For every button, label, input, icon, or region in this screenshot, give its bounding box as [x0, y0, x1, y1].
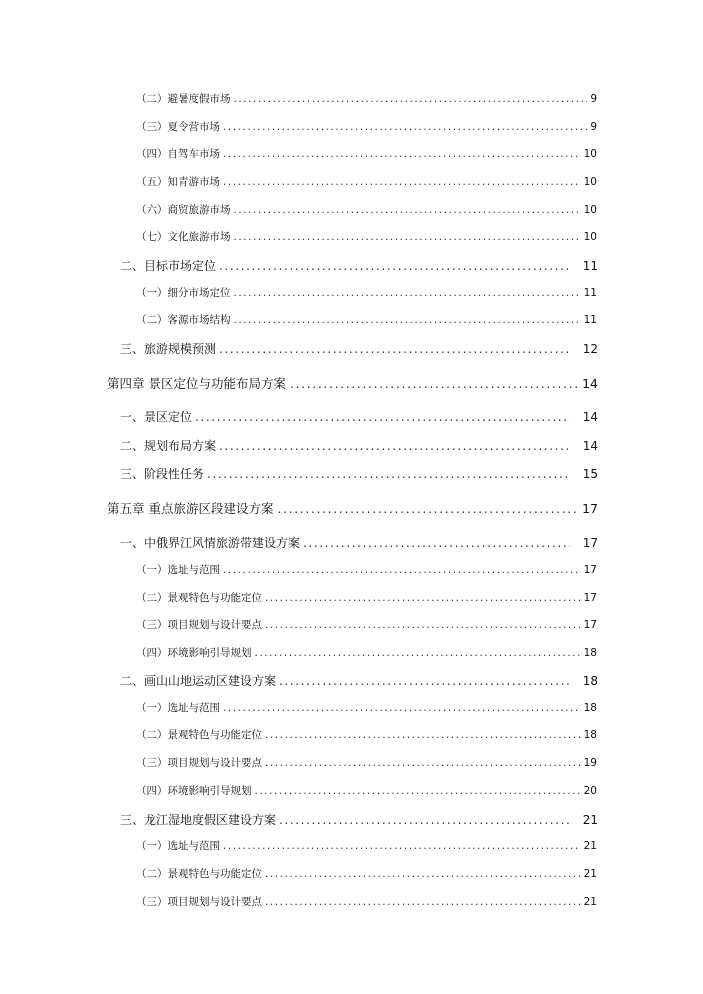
toc-entry[interactable]: [136, 755, 597, 770]
dot-leader: [265, 757, 581, 769]
dot-leader: [303, 536, 570, 550]
dot-leader: [234, 93, 588, 105]
dot-leader: [234, 287, 581, 299]
toc-entry-label: （四）自驾车市场: [136, 148, 220, 160]
toc-entry-page: 17: [582, 536, 598, 550]
dot-leader: [207, 467, 570, 481]
toc-chapter-entry[interactable]: [107, 499, 598, 517]
dot-leader: [219, 439, 570, 453]
toc-entry[interactable]: [136, 700, 597, 715]
toc-entry-label: 二、目标市场定位: [120, 259, 217, 273]
toc-entry-page: 11: [583, 287, 597, 299]
toc-entry-label: （六）商贸旅游市场: [136, 204, 231, 216]
toc-entry-label: 第四章 景区定位与功能布局方案: [107, 376, 286, 391]
dot-leader: [219, 259, 570, 273]
toc-entry[interactable]: [136, 727, 597, 742]
dot-leader: [265, 868, 581, 880]
toc-entry[interactable]: [120, 408, 598, 425]
dot-leader: [223, 702, 581, 714]
dot-leader: [223, 148, 581, 160]
dot-leader: [265, 619, 581, 631]
toc-entry-page: 14: [582, 439, 598, 453]
toc-entry-label: 三、阶段性任务: [120, 467, 205, 481]
toc-entry-label: 二、规划布局方案: [120, 439, 217, 453]
toc-entry[interactable]: [136, 562, 597, 577]
toc-entry-label: （二）客源市场结构: [136, 314, 231, 326]
toc-entry-page: 20: [583, 785, 597, 797]
toc-entry-label: 三、旅游规模预测: [120, 342, 217, 356]
dot-leader: [265, 729, 581, 741]
dot-leader: [223, 564, 581, 576]
toc-entry-label: （五）知青游市场: [136, 176, 220, 188]
toc-entry-label: （三）项目规划与设计要点: [136, 896, 262, 908]
toc-entry-page: 17: [582, 501, 598, 516]
dot-leader: [265, 896, 581, 908]
toc-entry[interactable]: [136, 894, 597, 909]
toc-entry-page: 17: [583, 619, 597, 631]
toc-entry-page: 17: [583, 592, 597, 604]
toc-entry[interactable]: [120, 257, 598, 274]
toc-entry[interactable]: [136, 91, 597, 106]
toc-entry-page: 11: [583, 314, 597, 326]
toc-entry[interactable]: [120, 672, 598, 689]
dot-leader: [234, 314, 581, 326]
toc-entry-label: 一、中俄界江风情旅游带建设方案: [120, 536, 301, 550]
toc-entry[interactable]: [136, 617, 597, 632]
dot-leader: [255, 785, 581, 797]
toc-entry-page: 18: [583, 729, 597, 741]
toc-entry-page: 14: [582, 376, 598, 391]
toc-entry[interactable]: [136, 312, 597, 327]
dot-leader: [195, 410, 570, 424]
toc-entry-label: 第五章 重点旅游区段建设方案: [107, 501, 274, 516]
dot-leader: [223, 121, 587, 133]
toc-entry-page: 10: [583, 204, 597, 216]
toc-entry[interactable]: [136, 590, 597, 605]
toc-entry-label: （四）环境影响引导规划: [136, 647, 252, 659]
toc-entry-page: 18: [582, 674, 598, 688]
dot-leader: [265, 592, 581, 604]
dot-leader: [223, 176, 581, 188]
toc-chapter-entry[interactable]: [107, 374, 598, 392]
dot-leader: [223, 840, 581, 852]
toc-entry[interactable]: [136, 202, 597, 217]
toc-entry-label: （四）环境影响引导规划: [136, 785, 252, 797]
toc-entry-label: （二）景观特色与功能定位: [136, 868, 262, 880]
toc-entry-label: （三）项目规划与设计要点: [136, 757, 262, 769]
dot-leader: [279, 674, 570, 688]
dot-leader: [255, 647, 581, 659]
toc-entry-page: 17: [583, 564, 597, 576]
toc-entry-label: 二、画山山地运动区建设方案: [120, 674, 277, 688]
dot-leader: [277, 501, 579, 516]
toc-entry-page: 21: [583, 896, 597, 908]
toc-entry-page: 18: [583, 702, 597, 714]
dot-leader: [234, 204, 581, 216]
toc-entry[interactable]: [120, 340, 598, 357]
toc-entry-page: 10: [583, 231, 597, 243]
toc-entry-page: 21: [583, 868, 597, 880]
toc-entry-label: （一）细分市场定位: [136, 287, 231, 299]
toc-entry[interactable]: [136, 645, 597, 660]
toc-entry-label: （三）项目规划与设计要点: [136, 619, 262, 631]
toc-entry-page: 14: [582, 410, 598, 424]
toc-entry-page: 18: [583, 647, 597, 659]
toc-entry-label: （一）选址与范围: [136, 702, 220, 714]
toc-entry-label: （二）避暑度假市场: [136, 93, 231, 105]
dot-leader: [279, 813, 570, 827]
toc-entry[interactable]: [136, 285, 597, 300]
toc-entry-page: 21: [583, 840, 597, 852]
toc-entry[interactable]: [136, 119, 597, 134]
toc-entry-label: （二）景观特色与功能定位: [136, 592, 262, 604]
toc-entry-label: （二）景观特色与功能定位: [136, 729, 262, 741]
toc-entry-page: 10: [583, 148, 597, 160]
toc-entry[interactable]: [120, 534, 598, 551]
toc-entry-page: 11: [582, 259, 598, 273]
dot-leader: [234, 231, 581, 243]
dot-leader: [290, 376, 579, 391]
toc-entry-label: （一）选址与范围: [136, 564, 220, 576]
toc-entry-page: 21: [582, 813, 598, 827]
toc-entry-page: 9: [590, 93, 597, 105]
toc-entry-page: 10: [583, 176, 597, 188]
toc-entry[interactable]: [136, 838, 597, 853]
toc-entry-page: 15: [582, 467, 598, 481]
toc-entry-label: 三、龙江湿地度假区建设方案: [120, 813, 277, 827]
toc-entry-label: 一、景区定位: [120, 410, 193, 424]
toc-entry-label: （七）文化旅游市场: [136, 231, 231, 243]
toc-entry-page: 12: [582, 342, 598, 356]
toc-entry[interactable]: [136, 783, 597, 798]
toc-entry[interactable]: [120, 465, 598, 482]
toc-entry-page: 9: [590, 121, 597, 133]
toc-entry[interactable]: [120, 811, 598, 828]
toc-entry-label: （一）选址与范围: [136, 840, 220, 852]
toc-entry[interactable]: [136, 146, 597, 161]
toc-entry-page: 19: [583, 757, 597, 769]
dot-leader: [219, 342, 570, 356]
toc-entry[interactable]: [136, 229, 597, 244]
toc-entry-label: （三）夏令营市场: [136, 121, 220, 133]
toc-entry[interactable]: [120, 437, 598, 454]
toc-entry[interactable]: [136, 866, 597, 881]
toc-entry[interactable]: [136, 174, 597, 189]
